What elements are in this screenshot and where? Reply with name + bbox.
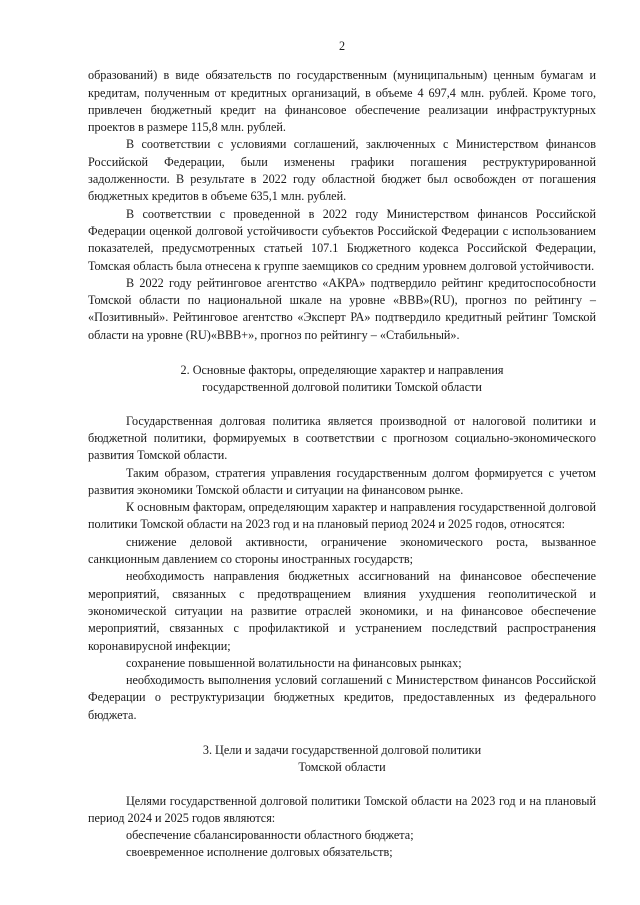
section-2-heading bbox=[88, 362, 596, 397]
section-2-list-item: необходимость направления бюджетных ассигнований на финансовое обеспечение мероприятий, связанных с предотвращением влияния ухудшения геополитической и экономической ситуации на развитие отраслей экономики, и на финансовое обеспечение мероприятий, связанных с профилактикой и устранением последствий распространения коронавирусной инфекции; bbox=[88, 569, 596, 653]
paragraph-debt-sustainability: В соответствии с проведенной в 2022 году Министерством финансов Российской Федерации оценкой долговой устойчивости субъектов Российской Федерации с использованием показателей, предусмотренных статьей 107.1 Бюджетного кодекса Российской Федерации, Томская область была отнесена к группе заемщиков со средним уровнем долговой устойчивости. bbox=[88, 206, 596, 273]
section-3-paragraph: Целями государственной долговой политики Томской области на 2023 год и на плановый период 2024 и 2025 годов являются: bbox=[88, 793, 596, 825]
section-2-list-item: снижение деловой активности, ограничение экономического роста, вызванное санкционным давлением со стороны иностранных государств; bbox=[88, 534, 596, 567]
section-3-heading bbox=[88, 742, 596, 777]
paragraph-restructuring: В соответствии с условиями соглашений, заключенных с Министерством финансов Российской Федерации, были изменены графики погашения реструктурированной задолженности. В результате в 2022 году областной бюджет был освобожден от погашения бюджетных кредитов в объеме 635,1 млн. рублей. bbox=[88, 137, 596, 204]
document-page bbox=[88, 38, 596, 862]
section-2-paragraph: К основным факторам, определяющим характер и направления государственной долговой политики Томской области на 2023 год и на плановый период 2024 и 2025 годов, относятся: bbox=[88, 500, 596, 532]
section-3-heading-line-2: Томской области bbox=[298, 760, 386, 775]
section-2-paragraph: Таким образом, стратегия управления государственным долгом формируется с учетом развития экономики Томской области и ситуации на финансовом рынке. bbox=[88, 465, 596, 497]
section-2-list-item: сохранение повышенной волатильности на финансовых рынках; bbox=[126, 655, 462, 670]
page-number: 2 bbox=[338, 39, 346, 53]
section-2-heading-line-1: 2. Основные факторы, определяющие характер и направления bbox=[180, 363, 504, 378]
paragraph-continuation: образований) в виде обязательств по государственным (муниципальным) ценным бумагам и кредитам, полученным от кредитных организаций, в объеме 4 697,4 млн. рублей. Кроме того, привлечен бюджетный кредит на финансовое обеспечение реализации инфраструктурных проектов в размере 115,8 млн. рублей. bbox=[88, 68, 596, 135]
section-3-list-item: обеспечение сбалансированности областного бюджета; bbox=[126, 828, 414, 843]
section-3-heading-line-1: 3. Цели и задачи государственной долговой политики bbox=[202, 742, 482, 757]
paragraph-credit-ratings: В 2022 году рейтинговое агентство «АКРА» подтвердило рейтинг кредитоспособности Томской области по национальной шкале на уровне «BBB»(RU), прогноз по рейтингу – «Позитивный». Рейтинговое агентство «Эксперт РА» подтвердило кредитный рейтинг Томской области на уровне (RU)«BBB+», прогноз по рейтингу – «Стабильный». bbox=[88, 275, 596, 342]
section-2-list-item: необходимость выполнения условий соглашений с Министерством финансов Российской Федерации о реструктуризации бюджетных кредитов, предоставленных из федерального бюджета. bbox=[88, 673, 596, 722]
section-3-list-item: своевременное исполнение долговых обязательств; bbox=[126, 845, 393, 860]
section-2-paragraph: Государственная долговая политика является производной от налоговой политики и бюджетной политики, формируемых в соответствии с прогнозом социально-экономического развития Томской области. bbox=[88, 413, 596, 463]
section-2-heading-line-2: государственной долговой политики Томской области bbox=[202, 380, 482, 395]
